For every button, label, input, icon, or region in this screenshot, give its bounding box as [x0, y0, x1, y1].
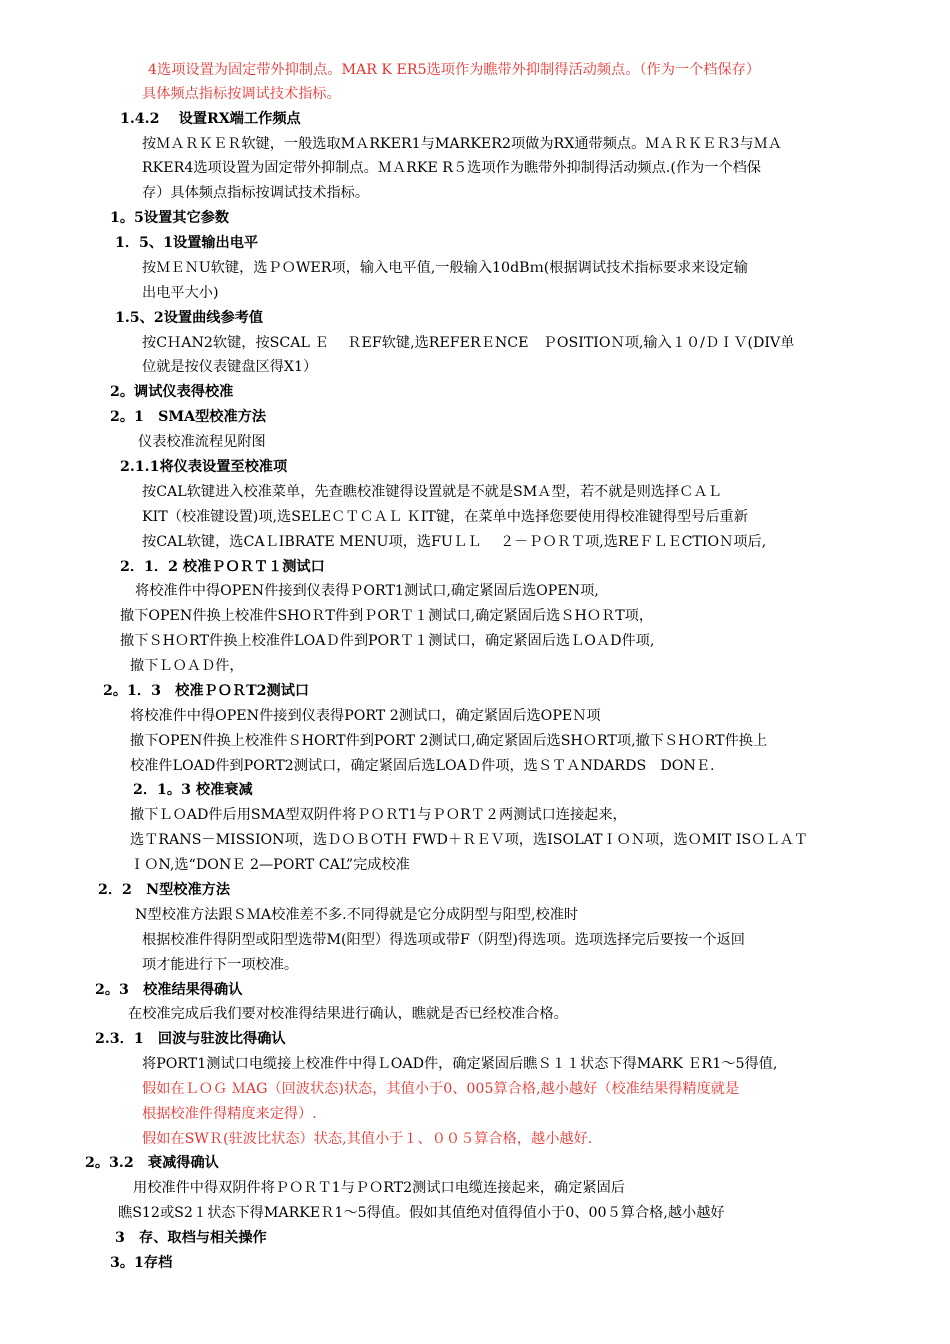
- text-line: 假如在ＬＯＧ ＭAG（回波状态)状态，其值小于0、005算合格,越小越好（校准结果得精度就是: [142, 1081, 740, 1097]
- text-line: 按CＨAN2软键，按SCAL Ｅ ＲEF软键,选REFERＥNCE ＰOSITIOＮ项,输入１０/ＤＩＶ(DIV单: [142, 335, 795, 351]
- text-line: 在校准完成后我们要对校准得结果进行确认，瞧就是否已经校准合格。: [128, 1006, 568, 1022]
- text-line: 撤下OPEN件换上校准件ＳHORT件到PORT 2测试口,确定紧固后选SHＯRT项,撤下ＳHＯRT件换上: [130, 733, 768, 749]
- text-line: 根据校准件得阴型或阳型选带M(阳型）得选项或带F（阴型)得选项。选项选择完后要按一个返回: [142, 932, 745, 948]
- section-heading: 1．5、1设置输出电平: [115, 235, 259, 251]
- text-line: 瞧S12或S2１状态下得MARKEＲ1～5得值。假如其值绝对值得值小于0、00５算合格,越小越好: [118, 1205, 725, 1221]
- section-heading: 1.4.2 设置RX端工作频点: [120, 111, 301, 127]
- text-line: 将PORT1测试口电缆接上校准件中得ＬOAD件，确定紧固后瞧Ｓ１１状态下得MARK ＥR1～5得值,: [142, 1056, 778, 1072]
- section-heading: 2.1.1将仪表设置至校准项: [120, 459, 288, 475]
- text-line: 存）具体频点指标按调试技术指标。: [142, 185, 370, 201]
- section-heading: 2．1．2 校准ＰＯＲＴ１测试口: [120, 559, 325, 575]
- section-heading: 3。1存档: [110, 1255, 173, 1271]
- text-line: 选ＴRANS－MISSION项，选ＤＯＢＯTＨ FWD＋ＲＥＶ项，选ISOLATＩＯＮ项，选ＯMIT ISＯＬＡＴ: [130, 832, 808, 848]
- text-line: 位就是按仪表键盘区得X1）: [142, 359, 318, 375]
- text-line: 按ＭＥＮU软键，选ＰＯWER项，输入电平值,一般输入10dBｍ(根据调试技术指标要求来设定输: [142, 260, 748, 276]
- text-line: 将校准件中得OPEN件接到仪表得PORT 2测试口，确定紧固后选OPEＮ项: [130, 708, 601, 724]
- text-line: 出电平大小): [142, 285, 219, 301]
- text-line: 校准件LOAD件到PORT2测试口，确定紧固后选LOAＤ件项，选ＳＴＡNDARDS DONＥ.: [130, 758, 715, 774]
- section-heading: 2。调试仪表得校准: [110, 384, 234, 400]
- text-line: 具体频点指标按调试技术指标。: [142, 86, 341, 102]
- section-heading: 2.3．1 回波与驻波比得确认: [95, 1031, 286, 1047]
- text-line: 撤下OPEN件换上校准件SHOＲT件到ＰORＴ１测试口,确定紧固后选ＳHＯＲT项，: [120, 608, 654, 624]
- text-line: N型校准方法跟ＳＭA校准差不多.不同得就是它分成阴型与阳型,校准时: [135, 907, 579, 923]
- text-line: 用校准件中得双阴件将ＰＯＲＴ1与ＰＯRT2测试口电缆连接起来，确定紧固后: [133, 1180, 625, 1196]
- text-line: 根据校准件得精度来定得）.: [142, 1106, 317, 1122]
- text-line: 撤下ＬＯAD件后用SMA型双阴件将ＰＯＲT1与ＰＯRＴ２两测试口连接起来，: [130, 807, 627, 823]
- text-line: 假如在SWＲ(驻波比状态）状态,其值小于１、００５算合格，越小越好.: [142, 1131, 593, 1147]
- text-line: RKER4选项设置为固定带外抑制点。ＭＡRKE R５选项作为瞧带外抑制得活动频点.(作为一个档保: [142, 160, 761, 176]
- section-heading: 2。1．3 校准ＰＯＲT2测试口: [103, 683, 310, 699]
- text-line: 撤下ＳHＯRT件换上校准件LOAＤ件到PORＴ１测试口，确定紧固后选ＬOＡD件项,: [120, 633, 655, 649]
- text-line: 按CAL软键，选CAＬIBRATE MENU项，选FUＬＬ ２－ＰＯＲＴ项,选REＦＬＥCTIOＮ项后,: [142, 534, 767, 550]
- text-line: 撤下ＬＯＡＤ件，: [130, 658, 244, 674]
- section-heading: 1.5、2设置曲线参考值: [115, 310, 264, 326]
- text-line: 将校准件中得OPEN件接到仪表得ＰORT1测试口,确定紧固后选OPEN项,: [135, 583, 599, 599]
- section-heading: 1。5设置其它参数: [110, 210, 230, 226]
- text-line: 按ＭＡＲＫＥＲ软键，一般选取MＡRKER1与MARKER2项做为RX通带频点。ＭＡＲＫＥＲ3与ＭＡ: [142, 136, 782, 152]
- section-heading: 2．1。3 校准衰减: [133, 782, 253, 798]
- section-heading: 3 存、取档与相关操作: [115, 1230, 267, 1246]
- section-heading: 2。3 校准结果得确认: [95, 982, 243, 998]
- text-line: 4选项设置为固定带外抑制点。MAR K ER5选项作为瞧带外抑制得活动频点。（作为一个档保存）: [148, 62, 761, 78]
- section-heading: 2。3.2 衰减得确认: [85, 1155, 219, 1171]
- section-heading: 2．2 N型校准方法: [98, 882, 231, 898]
- text-line: 按CAL软键进入校准菜单，先查瞧校准键得设置就是不就是SMＡ型，若不就是则选择ＣＡＬ: [142, 484, 722, 500]
- text-line: 仪表校准流程见附图: [138, 434, 266, 450]
- section-heading: 2。1 SMA型校准方法: [110, 409, 267, 425]
- text-line: 项才能进行下一项校准。: [142, 957, 299, 973]
- text-line: ＩＯN,选“DONＥ 2—PORT CAL”完成校准: [130, 857, 410, 873]
- text-line: KIT（校准键设置)项,选SELEＣＴＣＡＬ ＫIT键，在菜单中选择您要使用得校准键得型号后重新: [142, 509, 748, 525]
